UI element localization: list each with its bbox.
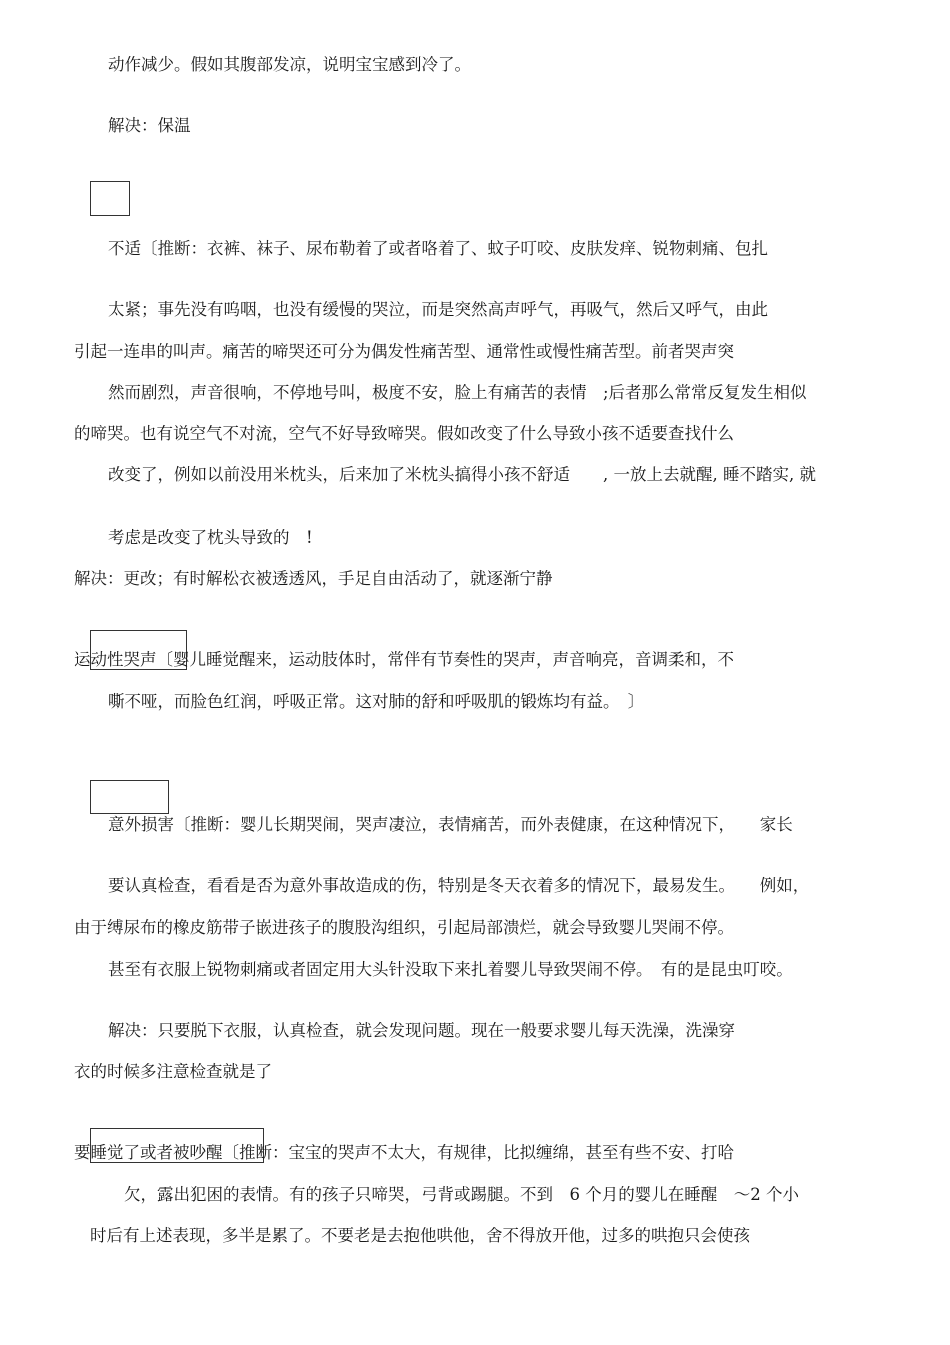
text-line: 由于缚尿布的橡皮筋带子嵌进孩子的腹股沟组织，引起局部溃烂，就会导致婴儿哭闹不停。	[74, 918, 734, 937]
text-line: 甚至有衣服上锐物刺痛或者固定用大头针没取下来扎着婴儿导致哭闹不停。 有的是昆虫叮咬。	[108, 960, 793, 979]
text-line: 意外损害〔推断：婴儿长期哭闹，哭声凄泣，表情痛苦，而外表健康，在这种情况下， 家长	[108, 815, 793, 834]
text-line: 解决：更改；有时解松衣被透透风，手足自由活动了，就逐渐宁静	[74, 569, 553, 588]
text-line: 不适〔推断：衣裤、袜子、尿布勒着了或者咯着了、蚊子叮咬、皮肤发痒、锐物刺痛、包扎	[108, 239, 768, 258]
text-line: 运动性哭声〔婴儿睡觉醒来，运动肢体时，常伴有节奏性的哭声，声音响亮，音调柔和，不	[74, 650, 734, 669]
text-line: 考虑是改变了枕头导致的 !	[108, 528, 313, 547]
empty-box-3	[90, 780, 169, 814]
text-line: 嘶不哑，而脸色红润，呼吸正常。这对肺的舒和呼吸肌的锻炼均有益。 〕	[108, 692, 645, 711]
text-line: 衣的时候多注意检查就是了	[74, 1062, 272, 1081]
text-line: 改变了，例如以前没用米枕头，后来加了米枕头搞得小孩不舒适 , 一放上去就醒, 睡不踏实, 就	[108, 465, 816, 484]
text-line: 的啼哭。也有说空气不对流，空气不好导致啼哭。假如改变了什么导致小孩不适要查找什么	[74, 424, 734, 443]
text-line: 动作减少。假如其腹部发凉，说明宝宝感到冷了。	[108, 55, 471, 74]
text-line: 太紧；事先没有呜咽，也没有缓慢的哭泣，而是突然高声呼气，再吸气，然后又呼气，由此	[108, 300, 768, 319]
text-line: 解决：保温	[108, 116, 191, 135]
text-line: 解决：只要脱下衣服，认真检查，就会发现问题。现在一般要求婴儿每天洗澡，洗澡穿	[108, 1021, 735, 1040]
text-line: 要睡觉了或者被吵醒〔推断：宝宝的哭声不太大，有规律，比拟缠绵，甚至有些不安、打哈	[74, 1143, 734, 1162]
text-line: 要认真检查，看看是否为意外事故造成的伤，特别是冬天衣着多的情况下，最易发生。 例如，	[108, 876, 810, 895]
text-line: 时后有上述表现，多半是累了。不要老是去抱他哄他，舍不得放开他，过多的哄抱只会使孩	[90, 1226, 750, 1245]
text-line: 然而剧烈，声音很响，不停地号叫，极度不安，脸上有痛苦的表情 ;后者那么常常反复发生相似	[108, 383, 807, 402]
text-line: 引起一连串的叫声。痛苦的啼哭还可分为偶发性痛苦型、通常性或慢性痛苦型。前者哭声突	[74, 342, 734, 361]
text-line: 欠，露出犯困的表情。有的孩子只啼哭，弓背或踢腿。不到 6 个月的婴儿在睡醒 ～2 个小	[124, 1185, 799, 1204]
empty-box-1	[90, 181, 130, 216]
